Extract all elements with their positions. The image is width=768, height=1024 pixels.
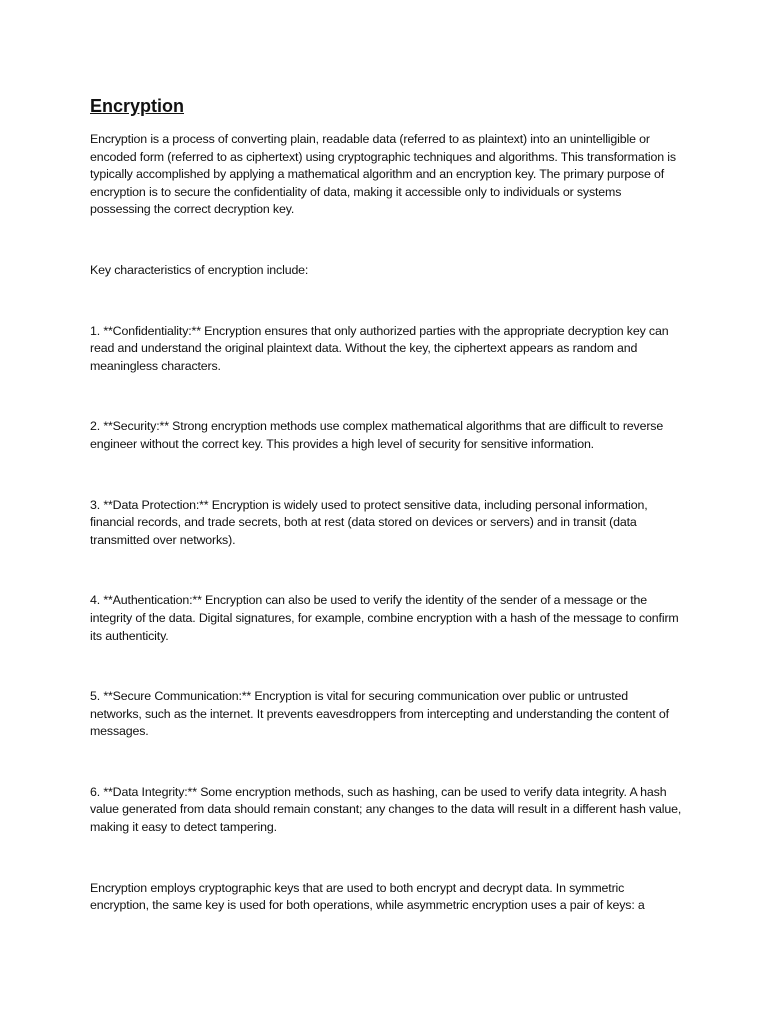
list-item-data-protection: 3. **Data Protection:** Encryption is widely used to protect sensitive data, including personal information, financial records, and trade secrets, both at rest (data stored on devices or servers) and in transit (data transmitted over networks). <box>90 497 648 547</box>
list-item-confidentiality: 1. **Confidentiality:** Encryption ensures that only authorized parties with the appropriate decryption key can read and understand the original plaintext data. Without the key, the ciphertext appears as random and meaningless characters. <box>90 323 669 373</box>
closing-paragraph: Encryption employs cryptographic keys that are used to both encrypt and decrypt data. In symmetric encryption, the same key is used for both operations, while asymmetric encryption uses a pair of keys: a <box>90 880 645 913</box>
characteristics-heading: Key characteristics of encryption include: <box>90 262 309 277</box>
intro-paragraph: Encryption is a process of converting plain, readable data (referred to as plaintext) into an unintelligible or encoded form (referred to as ciphertext) using cryptographic techniques and algorithms. This transformation is typically accomplished by applying a mathematical algorithm and an encryption key. The primary purpose of encryption is to secure the confidentiality of data, making it accessible only to individuals or systems possessing the correct decryption key. <box>90 132 676 217</box>
list-item-authentication: 4. **Authentication:** Encryption can also be used to verify the identity of the sender of a message or the integrity of the data. Digital signatures, for example, combine encryption with a hash of the message to confirm its authenticity. <box>90 593 679 643</box>
document-page <box>90 95 682 915</box>
list-item-data-integrity: 6. **Data Integrity:** Some encryption methods, such as hashing, can be used to verify data integrity. A hash value generated from data should remain constant; any changes to the data will result in a different hash value, making it easy to detect tampering. <box>90 784 682 835</box>
list-item-secure-communication: 5. **Secure Communication:** Encryption is vital for securing communication over public or untrusted networks, such as the internet. It prevents eavesdroppers from intercepting and understanding the content of messages. <box>90 689 669 739</box>
document-title: Encryption <box>90 96 185 116</box>
list-item-security: 2. **Security:** Strong encryption methods use complex mathematical algorithms that are difficult to reverse engineer without the correct key. This provides a high level of security for sensitive information. <box>90 419 664 451</box>
